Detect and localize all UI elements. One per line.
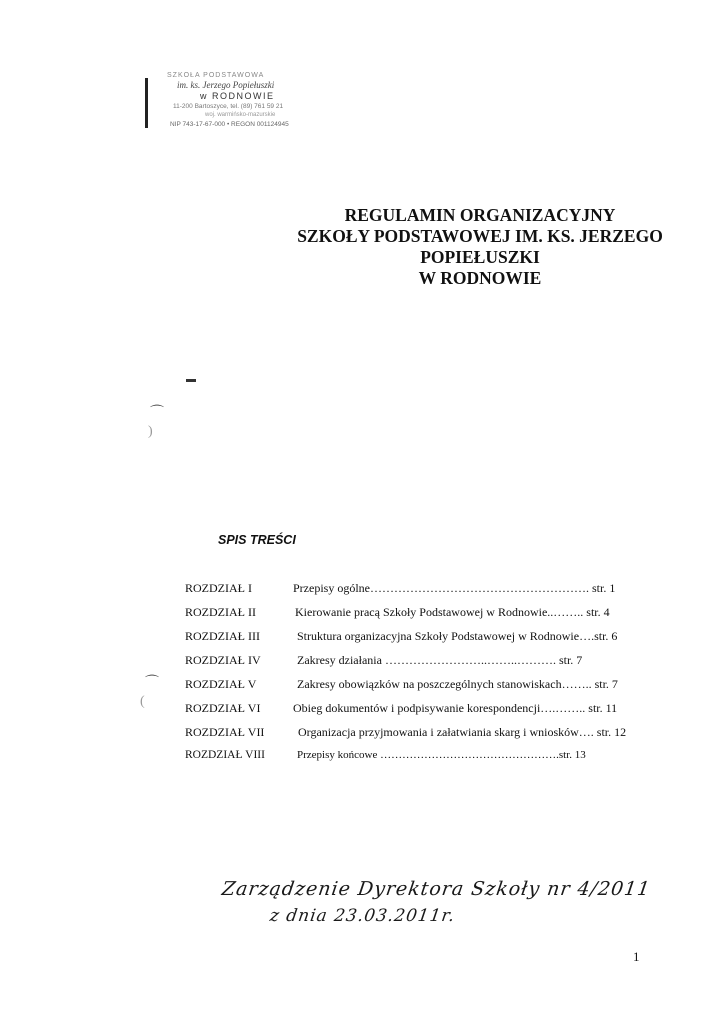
title-line: W RODNOWIE (418, 268, 542, 288)
toc-chapter: ROZDZIAŁ V (185, 677, 257, 691)
scan-mark: ⌒ (145, 676, 159, 691)
toc-chapter: ROZDZIAŁ II (185, 605, 256, 619)
title-line: REGULAMIN ORGANIZACYJNY (344, 205, 616, 225)
toc-entry: Przepisy końcowe ………………………………………….str. 13 (297, 749, 586, 761)
title-line: SZKOŁY PODSTAWOWEJ IM. KS. JERZEGO (297, 226, 663, 246)
toc-chapter: ROZDZIAŁ VIII (185, 749, 265, 761)
toc-heading: SPIS TREŚCI (218, 533, 296, 547)
scan-mark: ) (148, 424, 153, 439)
document-title (250, 205, 710, 289)
toc-entry: Obieg dokumentów i podpisywanie korespondencji….…….. str. 11 (293, 701, 618, 715)
toc-entry: Przepisy ogólne………………………………………………. str. 1 (293, 581, 616, 595)
page-number: 1 (633, 949, 640, 964)
toc-chapter: ROZDZIAŁ VII (185, 725, 265, 739)
scan-mark: ▬ (186, 374, 196, 385)
toc-entry: Struktura organizacyjna Szkoły Podstawowej w Rodnowie….str. 6 (297, 629, 618, 643)
title-line: POPIEŁUSZKI (420, 247, 540, 267)
stamp-bar (145, 78, 148, 128)
stamp-line: NIP 743-17-67-000 • REGON 001124945 (170, 121, 289, 128)
handwritten-note: Zarządzenie Dyrektora Szkoły nr 4/2011 (220, 878, 652, 900)
toc-chapter: ROZDZIAŁ VI (185, 701, 261, 715)
toc-entry: Organizacja przyjmowania i załatwiania skarg i wniosków…. str. 12 (298, 725, 627, 739)
toc-entry: Zakresy obowiązków na poszczególnych stanowiskach…….. str. 7 (297, 677, 618, 691)
stamp-line: woj. warmińsko-mazurskie (205, 112, 276, 118)
toc-chapter: ROZDZIAŁ I (185, 581, 252, 595)
toc-entry: Zakresy działania ……………………..……..………. str. 7 (297, 653, 583, 667)
toc-entry: Kierowanie pracą Szkoły Podstawowej w Rodnowie..…….. str. 4 (295, 605, 610, 619)
stamp-line: SZKOŁA PODSTAWOWA (167, 72, 265, 79)
stamp-line: w RODNOWIE (200, 91, 275, 101)
stamp-line: 11-200 Bartoszyce, tel. (89) 761 59 21 (173, 103, 284, 110)
scan-mark: ( (140, 694, 145, 709)
toc-chapter: ROZDZIAŁ IV (185, 653, 261, 667)
stamp-line: im. ks. Jerzego Popiełuszki (177, 80, 275, 90)
handwritten-date: z dnia 23.03.2011r. (268, 906, 457, 926)
school-stamp (145, 72, 345, 134)
scan-mark: ⌒ (150, 406, 164, 421)
toc-chapter: ROZDZIAŁ III (185, 629, 260, 643)
